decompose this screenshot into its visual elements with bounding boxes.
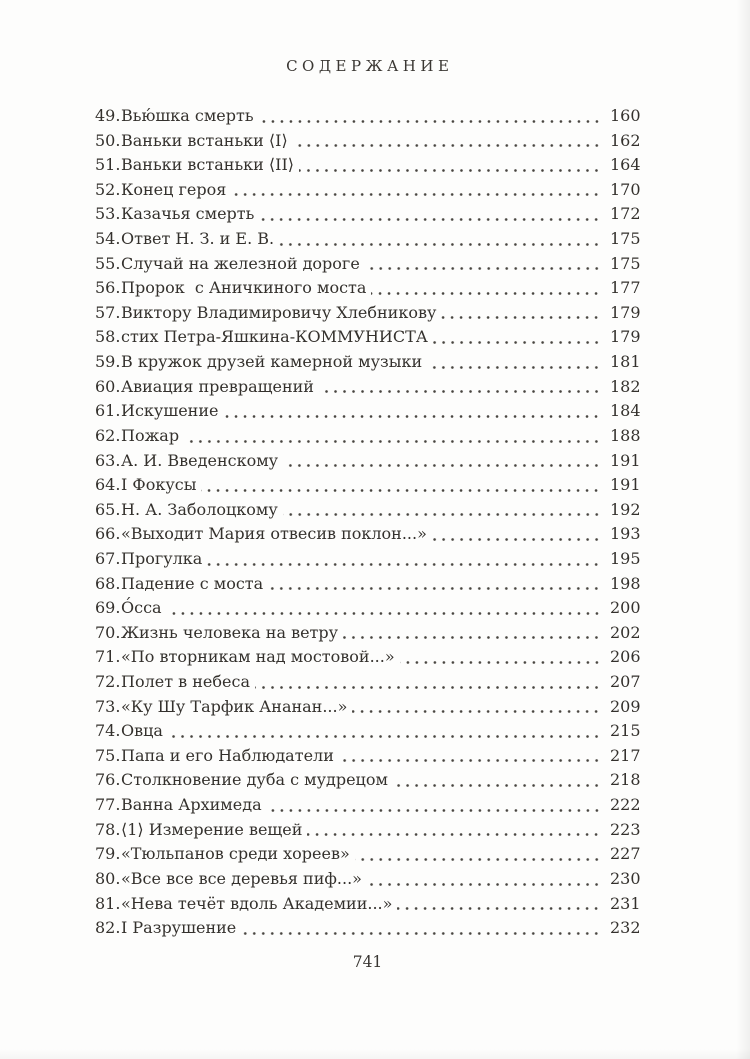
dot-leader <box>268 572 601 597</box>
dot-leader <box>223 399 601 424</box>
toc-entry-number: 58. <box>95 327 121 347</box>
dot-leader <box>355 842 601 867</box>
toc-entry-page: 217 <box>610 745 641 765</box>
toc-entry-page: 184 <box>610 401 641 421</box>
toc-entry-title: Полет в небеса <box>121 672 250 692</box>
toc-entry-page: 164 <box>610 155 641 175</box>
dot-leader <box>241 916 601 941</box>
toc-entry-page: 231 <box>610 893 641 913</box>
dot-leader <box>207 547 601 572</box>
toc-entry-title: «Ку Шу Тарфик Ананан...» <box>121 696 348 716</box>
toc-entry-title: А. И. Введенскому <box>121 450 279 470</box>
toc-entry-number: 82. <box>95 918 121 938</box>
toc-entry-number: 80. <box>95 868 121 888</box>
toc-entry-title: Искушение <box>121 401 219 421</box>
toc-entry-number: 51. <box>95 155 121 175</box>
toc-entry-page: 172 <box>610 204 641 224</box>
toc-entry-page: 206 <box>610 647 641 667</box>
dot-leader <box>371 276 601 301</box>
toc-entry-number: 78. <box>95 819 121 839</box>
dot-leader <box>267 793 601 818</box>
toc-row <box>95 793 640 818</box>
dot-leader <box>367 867 601 892</box>
toc-entry-title: Авиация превращений <box>121 376 314 396</box>
toc-entry-page: 209 <box>610 696 641 716</box>
toc-entry-number: 72. <box>95 672 121 692</box>
toc-row <box>95 449 640 474</box>
dot-leader <box>184 424 601 449</box>
toc-entry-number: 81. <box>95 893 121 913</box>
toc-entry-number: 69. <box>95 598 121 618</box>
toc-row <box>95 375 640 400</box>
toc-entry-number: 55. <box>95 253 121 273</box>
toc-entry-page: 192 <box>610 499 641 519</box>
toc-entry-number: 66. <box>95 524 121 544</box>
toc-entry-page: 160 <box>610 106 641 125</box>
toc-entry-title: Столкновение дуба с мудрецом <box>121 770 388 790</box>
dot-leader <box>339 744 601 769</box>
toc-entry-title: Падение с моста <box>121 573 264 593</box>
toc-row <box>95 301 640 326</box>
toc-row <box>95 572 640 597</box>
toc-entry-number: 74. <box>95 721 121 741</box>
toc-entry-number: 79. <box>95 844 121 864</box>
toc-row <box>95 325 640 350</box>
toc-entry-number: 67. <box>95 548 121 568</box>
toc-row <box>95 695 640 720</box>
toc-entry-page: 218 <box>610 770 641 790</box>
toc-entry-title: Казачья смерть <box>121 204 255 224</box>
toc-row <box>95 104 640 129</box>
toc-row <box>95 399 640 424</box>
toc-entry-page: 179 <box>610 302 641 322</box>
toc-row <box>95 252 640 277</box>
dot-leader <box>400 645 601 670</box>
toc-entry-page: 182 <box>610 376 641 396</box>
toc-entry-page: 200 <box>610 598 641 618</box>
toc-entry-title: О́сса <box>121 598 162 618</box>
toc-entry-page: 193 <box>610 524 641 544</box>
toc-row <box>95 202 640 227</box>
toc-entry-number: 62. <box>95 425 121 445</box>
toc-entry-page: 181 <box>610 352 641 372</box>
toc-row <box>95 424 640 449</box>
dot-leader <box>167 596 601 621</box>
toc-entry-title: I Фокусы <box>121 475 197 495</box>
toc-list <box>95 104 640 941</box>
toc-entry-title: Конец героя <box>121 179 227 199</box>
toc-entry-page: 232 <box>610 918 641 938</box>
toc-row <box>95 892 640 917</box>
toc-entry-number: 57. <box>95 302 121 322</box>
toc-row <box>95 916 640 941</box>
toc-entry-title: «Нева течёт вдоль Академии...» <box>121 893 393 913</box>
toc-entry-title: ⟨1⟩ Измерение вещей <box>121 819 303 839</box>
toc-entry-page: 175 <box>610 253 641 273</box>
toc-entry-page: 222 <box>610 795 641 815</box>
toc-entry-number: 60. <box>95 376 121 396</box>
toc-entry-title: Виктору Владимировичу Хлебникову <box>121 302 437 322</box>
toc-row <box>95 498 640 523</box>
dot-leader <box>259 104 601 129</box>
toc-entry-title: Пожар <box>121 425 180 445</box>
toc-row <box>95 473 640 498</box>
toc-entry-number: 75. <box>95 745 121 765</box>
toc-entry-page: 227 <box>610 844 641 864</box>
dot-leader <box>441 301 601 326</box>
toc-entry-page: 202 <box>610 622 641 642</box>
toc-entry-page: 191 <box>610 450 641 470</box>
dot-leader <box>255 670 601 695</box>
toc-entry-title: Случай на железной дороге <box>121 253 360 273</box>
toc-row <box>95 621 640 646</box>
dot-leader <box>283 498 601 523</box>
toc-row <box>95 178 640 203</box>
toc-entry-page: 188 <box>610 425 641 445</box>
toc-entry-number: 53. <box>95 204 121 224</box>
toc-entry-page: 198 <box>610 573 641 593</box>
toc-entry-title: Пророк с Аничкиного моста <box>121 278 367 298</box>
toc-entry-page: 191 <box>610 475 641 495</box>
toc-row <box>95 596 640 621</box>
toc-row <box>95 522 640 547</box>
toc-entry-number: 63. <box>95 450 121 470</box>
contents-heading: СОДЕРЖАНИЕ <box>286 57 454 75</box>
dot-leader <box>231 178 601 203</box>
toc-entry-page: 195 <box>610 548 641 568</box>
toc-entry-number: 71. <box>95 647 121 667</box>
toc-entry-number: 64. <box>95 475 121 495</box>
toc-entry-title: «Тюльпанов среди хореев» <box>121 844 350 864</box>
dot-leader <box>393 768 601 793</box>
toc-entry-number: 54. <box>95 229 121 249</box>
toc-entry-page: 230 <box>610 868 641 888</box>
toc-entry-page: 170 <box>610 179 641 199</box>
dot-leader <box>427 350 601 375</box>
toc-entry-number: 56. <box>95 278 121 298</box>
toc-row <box>95 768 640 793</box>
toc-row <box>95 670 640 695</box>
toc-entry-title: I Разрушение <box>121 918 237 938</box>
toc-row <box>95 744 640 769</box>
toc-entry-title: В кружок друзей камерной музыки <box>121 352 423 372</box>
toc-entry-number: 70. <box>95 622 121 642</box>
toc-entry-title: Папа и его Наблюдатели <box>121 745 334 765</box>
dot-leader <box>299 153 601 178</box>
dot-leader <box>352 695 601 720</box>
toc-row <box>95 153 640 178</box>
toc-row <box>95 227 640 252</box>
dot-leader <box>307 818 601 843</box>
toc-entry-title: Прогулка <box>121 548 203 568</box>
toc-entry-page: 215 <box>610 721 641 741</box>
toc-entry-title: Ваньки встаньки ⟨I⟩ <box>121 130 288 150</box>
toc-entry-title: «Все все все деревья пиф...» <box>121 868 362 888</box>
dot-leader <box>201 473 601 498</box>
dot-leader <box>432 522 601 547</box>
toc-row <box>95 276 640 301</box>
dot-leader <box>397 892 601 917</box>
toc-entry-title: «Выходит Мария отвесив поклон...» <box>121 524 427 544</box>
toc-entry-title: стих Петра-Яшкина-КОММУНИСТА <box>121 327 428 347</box>
toc-row <box>95 350 640 375</box>
toc-entry-title: Овца <box>121 721 163 741</box>
toc-entry-page: 175 <box>610 229 641 249</box>
toc-row <box>95 719 640 744</box>
toc-entry-title: Ваньки встаньки ⟨II⟩ <box>121 155 295 175</box>
dot-leader <box>283 449 601 474</box>
toc-entry-page: 207 <box>610 672 641 692</box>
toc-entry-number: 68. <box>95 573 121 593</box>
dot-leader <box>259 202 601 227</box>
dot-leader <box>279 227 601 252</box>
toc-entry-number: 76. <box>95 770 121 790</box>
dot-leader <box>319 375 601 400</box>
toc-entry-number: 50. <box>95 130 121 150</box>
dot-leader <box>365 252 601 277</box>
toc-row <box>95 129 640 154</box>
toc-row <box>95 842 640 867</box>
toc-entry-number: 61. <box>95 401 121 421</box>
toc-entry-title: Вью́шка смерть <box>121 106 254 125</box>
toc-entry-title: Жизнь человека на ветру <box>121 622 339 642</box>
dot-leader <box>343 621 601 646</box>
toc-entry-page: 223 <box>610 819 641 839</box>
toc-entry-page: 179 <box>610 327 641 347</box>
toc-row <box>95 547 640 572</box>
toc-entry-title: Ванна Архимеда <box>121 795 262 815</box>
toc-row <box>95 867 640 892</box>
toc-entry-number: 65. <box>95 499 121 519</box>
toc-entry-page: 177 <box>610 278 641 298</box>
toc-entry-title: «По вторникам над мостовой...» <box>121 647 395 667</box>
toc-row <box>95 818 640 843</box>
toc-entry-title: Н. А. Заболоцкому <box>121 499 278 519</box>
dot-leader <box>168 719 601 744</box>
toc-row <box>95 645 640 670</box>
page-content <box>95 0 640 1059</box>
toc-entry-number: 49. <box>95 106 121 125</box>
toc-entry-number: 52. <box>95 179 121 199</box>
toc-entry-title: Ответ Н. З. и Е. В. <box>121 229 275 249</box>
toc-entry-page: 162 <box>610 130 641 150</box>
dot-leader <box>433 325 601 350</box>
page-number: 741 <box>352 953 383 971</box>
toc-entry-number: 77. <box>95 795 121 815</box>
toc-entry-number: 59. <box>95 352 121 372</box>
toc-entry-number: 73. <box>95 696 121 716</box>
dot-leader <box>293 129 601 154</box>
